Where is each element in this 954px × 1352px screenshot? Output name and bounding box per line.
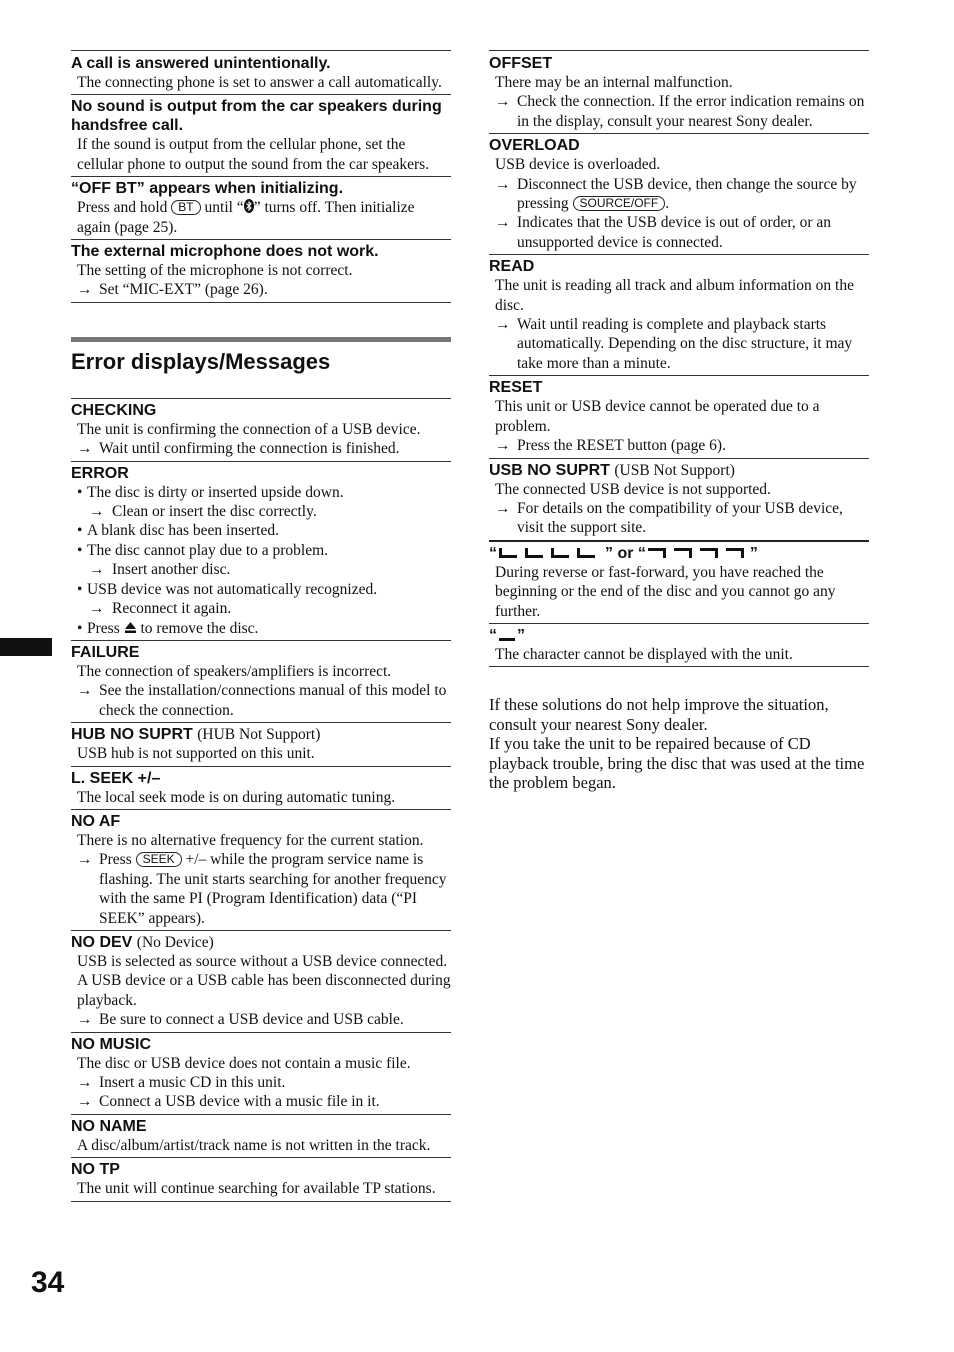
bullet [71,483,451,502]
entry-head: CHECKING [71,401,157,419]
entry-body: The unit is confirming the connection of a USB device. [77,420,421,438]
arrow-line [489,92,869,131]
entry-body: The local seek mode is on during automatic tuning. [77,788,396,806]
arrow-line [489,436,869,455]
section-header [71,337,451,398]
arrow-icon: → [77,1074,93,1091]
arrow-line [71,850,451,928]
bullet-icon: • [77,580,83,598]
head-paren: (No Device) [136,933,214,951]
entry-head: L. SEEK +/– [71,769,161,787]
quote: “ [489,544,497,562]
bt-key: BT [171,200,200,215]
arrow-line [71,1010,451,1029]
arrow-text: Press the RESET button (page 6). [517,437,726,455]
bullet-arrow [71,560,451,579]
arrow-line [489,499,869,538]
quote: “ [489,626,497,644]
entry-body: USB hub is not supported on this unit. [77,745,315,763]
entry-no-tp [71,1157,451,1201]
entry-body: A disc/album/artist/track name is not written in the track. [77,1136,431,1154]
bullet-icon: • [77,619,83,637]
entry-body: The connection of speakers/amplifiers is incorrect. [77,662,392,680]
bullet [71,541,451,560]
arrow-line [489,175,869,214]
arrow-icon: → [89,561,105,579]
arrow-icon: → [77,281,93,299]
head-text: NO DEV [71,933,133,951]
arrow-icon: → [77,682,93,700]
entry-error [71,461,451,640]
entry-undisplayable [489,623,869,667]
bullet [71,521,451,540]
arrow-text: Connect a USB device with a music file in it. [99,1093,380,1111]
bullet-text: The disc is dirty or inserted upside down. [87,483,344,501]
text: Press [99,851,132,869]
entry-head: OFFSET [489,55,553,72]
entry-body: The connected USB device is not supported. [495,480,771,498]
section-tab-marker [0,638,52,656]
quote: ” or “ [605,544,646,562]
arrow-line [71,681,451,720]
arrow-text: Indicates that the USB device is out of order, or an unsupported device is connected. [517,214,832,251]
arrow-text: Wait until reading is complete and playback starts automatically. Depending on the disc structure, it may take more than a minute. [517,316,853,372]
entry-head: FAILURE [71,643,140,661]
quote: ” [517,626,525,644]
entry-hub-no-suprt [71,722,451,765]
bullet-icon: • [77,541,83,559]
arrow-text: Clean or insert the disc correctly. [112,503,317,521]
entry-overload [489,133,869,254]
segment-bottom-left-icon [497,547,605,559]
bullet [71,619,451,638]
arrow-icon: → [495,214,511,232]
entry-usb-no-suprt [489,458,869,540]
entry-body: The disc or USB device does not contain a music file. [77,1054,411,1072]
entry-body: The character cannot be displayed with the unit. [495,645,793,663]
underscore-char-icon [497,630,517,642]
entry-body: The unit will continue searching for available TP stations. [77,1180,436,1198]
entry-body: There is no alternative frequency for the current station. [77,831,424,849]
entry-l-seek [71,766,451,809]
text: until “ [204,199,244,217]
entry-read [489,254,869,375]
entry-head: NO TP [71,1161,120,1179]
bluetooth-icon [244,199,254,213]
entry-failure [71,640,451,722]
arrow-text: Be sure to connect a USB device and USB cable. [99,1011,404,1029]
entry-no-sound [71,94,451,176]
bullet-text [77,619,451,638]
entry-body: The unit is reading all track and album information on the disc. [495,277,854,314]
arrow-line [71,280,451,299]
entry-head [489,544,869,563]
entry-rev-ff-limit [489,540,869,623]
arrow-line [71,1073,451,1092]
entry-body: USB device is overloaded. [495,156,661,174]
segment-top-right-icon [646,547,750,559]
entry-body: The setting of the microphone is not correct. [77,262,353,280]
entry-no-dev [71,930,451,1032]
closing-paragraph: If these solutions do not help improve the situation, consult your nearest Sony dealer. [489,695,829,734]
entry-head: No sound is output from the car speakers during handsfree call. [71,98,442,135]
bullet-icon: • [77,522,83,540]
arrow-icon: → [77,1011,93,1029]
head-paren: (USB Not Support) [614,461,735,479]
head-text: HUB NO SUPRT [71,726,193,744]
entry-body [71,198,451,237]
entry-head [489,461,869,480]
bullet-arrow [71,502,451,521]
left-column [71,50,451,1202]
text: Press [87,619,120,637]
arrow-icon: → [77,1093,93,1111]
entry-head: RESET [489,379,543,397]
head-paren: (HUB Not Support) [197,726,321,744]
arrow-line [489,315,869,373]
source-off-key: SOURCE/OFF [573,196,666,211]
text: to remove the disc. [140,619,259,637]
text: . [665,195,670,213]
arrow-text: Wait until confirming the connection is finished. [99,440,400,458]
entry-head: NO NAME [71,1117,147,1135]
arrow-icon: → [495,437,511,455]
arrow-text: Insert a music CD in this unit. [99,1074,286,1091]
entry-off-bt [71,176,451,239]
arrow-icon: → [495,499,511,517]
entry-head: OVERLOAD [489,137,580,155]
entry-no-name [71,1114,451,1157]
entry-body: There may be an internal malfunction. [495,74,733,91]
entry-microphone [71,239,451,303]
text: Disconnect the USB device, then change the source by pressing [517,175,857,213]
arrow-text [495,175,869,214]
arrow-icon: → [77,851,93,869]
section-title: Error displays/Messages [71,348,331,374]
arrow-icon: → [89,600,105,618]
arrow-line [489,213,869,252]
entry-body: During reverse or fast-forward, you have reached the beginning or the end of the disc and you cannot go any further. [495,563,836,620]
entry-body: USB is selected as source without a USB device connected. A USB device or a USB cable has been disconnected during playback. [77,952,451,1009]
entry-no-music [71,1032,451,1114]
arrow-icon: → [495,316,511,334]
head-text: USB NO SUPRT [489,461,610,479]
arrow-text [77,850,451,928]
entry-head: The external microphone does not work. [71,243,379,261]
arrow-text: See the installation/connections manual of this model to check the connection. [99,682,447,719]
text: Press and hold [77,199,168,217]
entry-reset [489,375,869,457]
quote: ” [749,544,758,562]
entry-no-af [71,809,451,930]
entry-body: This unit or USB device cannot be operated due to a problem. [495,398,820,435]
text: ” turns off. Then initialize again (page 25). [77,199,415,236]
bullet-text: The disc cannot play due to a problem. [87,541,329,559]
entry-head: “OFF BT” appears when initializing. [71,180,344,198]
entry-head: A call is answered unintentionally. [71,55,331,72]
arrow-icon: → [77,440,93,458]
bullet [71,580,451,599]
entry-head: NO MUSIC [71,1035,151,1053]
right-column [489,50,869,792]
arrow-text: Set “MIC-EXT” (page 26). [99,281,268,299]
eject-icon [124,621,137,634]
bullet-arrow [71,599,451,618]
arrow-text: Insert another disc. [112,561,231,579]
entry-head [71,725,451,744]
entry-body: The connecting phone is set to answer a call automatically. [77,74,442,91]
arrow-line [71,439,451,458]
arrow-icon: → [495,93,511,111]
entry-head: NO AF [71,812,121,830]
closing-paragraph: If you take the unit to be repaired because of CD playback trouble, bring the disc that was used at the time the problem began. [489,734,865,792]
text: +/– while the program service name is flashing. The unit starts searching for another frequency with the same PI (Program Identification) data (“PI SEEK” appears). [99,851,447,927]
arrow-text: Reconnect it again. [112,600,232,618]
seek-key: SEEK [136,852,182,867]
arrow-line [71,1092,451,1111]
entry-checking [71,398,451,461]
arrow-text: For details on the compatibility of your USB device, visit the support site. [517,499,843,537]
arrow-icon: → [89,503,105,521]
bullet-text: A blank disc has been inserted. [87,522,279,540]
entry-call-answered [71,50,451,94]
entry-body: If the sound is output from the cellular phone, set the cellular phone to output the sound from the car speakers. [77,136,430,173]
bullet-icon: • [77,483,83,501]
entry-head [489,626,869,645]
arrow-icon: → [495,175,511,193]
entry-head: ERROR [71,464,129,482]
bullet-text: USB device was not automatically recognized. [87,580,378,598]
arrow-text: Check the connection. If the error indication remains on in the display, consult your nearest Sony dealer. [517,93,865,130]
entry-head [71,933,451,952]
entry-head: READ [489,258,535,276]
page-number: 34 [31,1266,65,1299]
entry-offset [489,50,869,133]
